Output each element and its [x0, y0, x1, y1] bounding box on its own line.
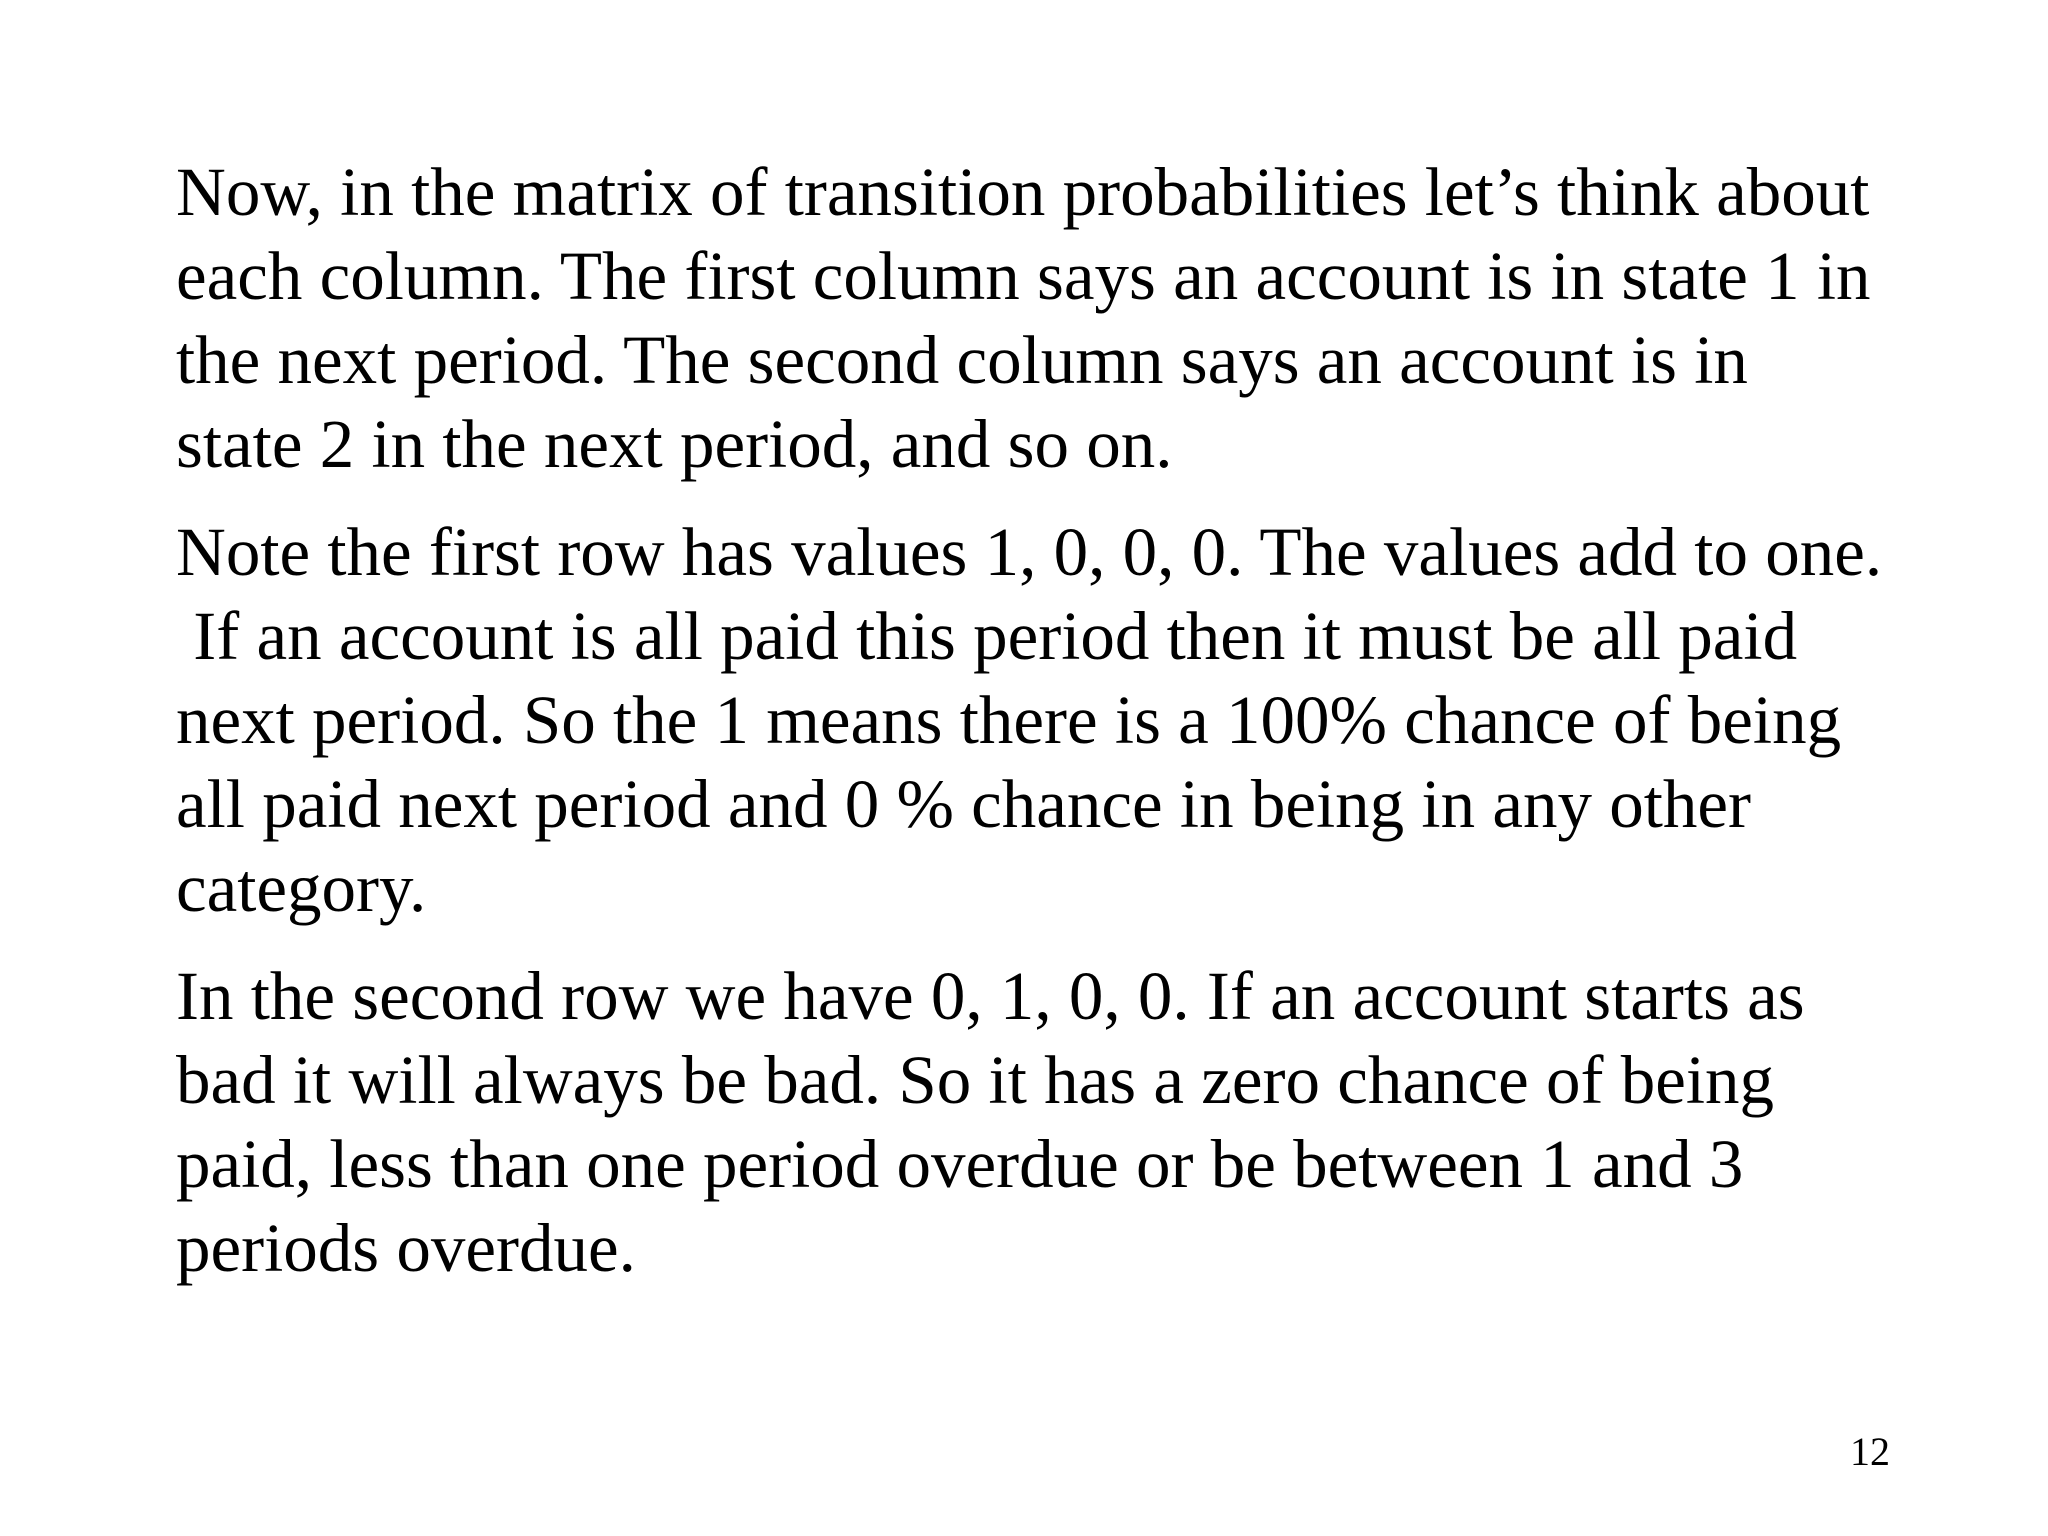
page-number: 12 [1850, 1429, 1890, 1474]
text-line: Now, in the matrix of transition probabilities let’s think about [176, 154, 1870, 230]
text-line: bad it will always be bad. So it has a zero chance of being [176, 1042, 1774, 1118]
text-line: next period. So the 1 means there is a 100% chance of being [176, 682, 1842, 758]
text-line: If an account is all paid this period then it must be all paid [176, 598, 1798, 674]
text-line: state 2 in the next period, and so on. [176, 406, 1173, 482]
text-line: paid, less than one period overdue or be between 1 and 3 [176, 1126, 1744, 1202]
text-line: category. [176, 850, 427, 926]
slide-body [176, 150, 1946, 1314]
text-line: all paid next period and 0 % chance in being in any other [176, 766, 1751, 842]
text-line: the next period. The second column says an account is in [176, 322, 1748, 398]
text-line: periods overdue. [176, 1210, 636, 1286]
text-line: each column. The first column says an account is in state 1 in [176, 238, 1871, 314]
text-line: In the second row we have 0, 1, 0, 0. If an account starts as [176, 958, 1805, 1034]
paragraph-second-row [176, 954, 1946, 1290]
text-line: Note the first row has values 1, 0, 0, 0. The values add to one. [176, 514, 1883, 590]
paragraph-first-row [176, 510, 1946, 930]
paragraph-columns-explanation [176, 150, 1946, 486]
